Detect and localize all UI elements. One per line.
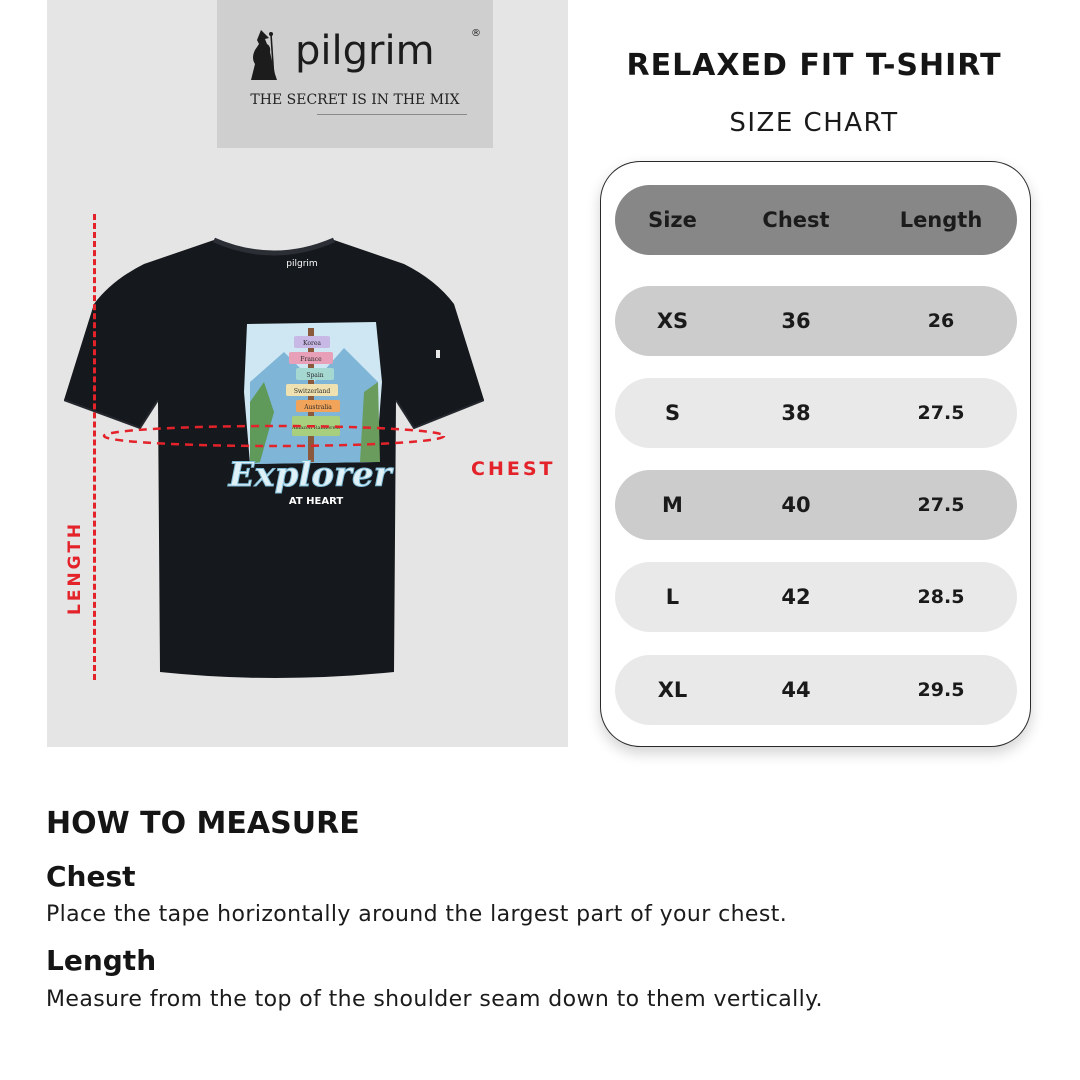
length-cell: 28.5 — [917, 586, 965, 608]
chest-instruction-text: Place the tape horizontally around the largest part of your chest. — [46, 902, 788, 927]
chest-label: CHEST — [471, 458, 556, 480]
page-title: RELAXED FIT T-SHIRT — [626, 48, 1002, 83]
pilgrim-logo-icon — [247, 28, 281, 82]
size-cell: L — [665, 585, 680, 609]
sign-amazon: Amazon Rainforest — [291, 425, 341, 431]
table-row — [615, 470, 1017, 540]
sign-switzerland: Switzerland — [293, 388, 331, 395]
sign-australia: Australia — [304, 404, 332, 411]
length-cell: 27.5 — [917, 494, 965, 516]
print-sub-text: AT HEART — [288, 496, 344, 507]
size-cell: M — [662, 493, 683, 517]
chest-instruction-heading: Chest — [46, 860, 136, 893]
size-cell: S — [664, 401, 681, 425]
sleeve-tag — [436, 350, 440, 358]
how-to-measure-heading: HOW TO MEASURE — [46, 806, 360, 841]
column-header-size: Size — [648, 208, 697, 232]
chest-cell: 36 — [781, 309, 811, 333]
chest-cell: 42 — [781, 585, 811, 609]
chest-cell: 44 — [781, 678, 811, 702]
brand-tagline: THE SECRET IS IN THE MIX — [250, 92, 460, 108]
column-header-chest: Chest — [762, 208, 830, 232]
tshirt-illustration — [64, 232, 484, 678]
chest-cell: 38 — [781, 401, 811, 425]
registered-mark: ® — [471, 28, 481, 39]
brand-logo-box — [217, 0, 493, 148]
length-instruction-heading: Length — [46, 944, 157, 977]
print-script-text: Explorer — [228, 455, 392, 495]
size-chart-table — [600, 161, 1031, 747]
table-row — [615, 655, 1017, 725]
column-header-length: Length — [899, 208, 983, 232]
size-cell: XL — [657, 678, 688, 702]
size-cell: XS — [656, 309, 689, 333]
table-row — [615, 378, 1017, 448]
tshirt-neck-label: pilgrim — [286, 259, 318, 269]
sign-spain: Spain — [306, 372, 324, 379]
page-subtitle: SIZE CHART — [729, 108, 899, 138]
table-header-row — [615, 185, 1017, 255]
sign-france: France — [300, 356, 322, 363]
length-cell: 29.5 — [917, 679, 965, 701]
table-row — [615, 562, 1017, 632]
tagline-underline — [317, 114, 467, 115]
length-label: LENGTH — [65, 520, 85, 615]
brand-name: pilgrim — [295, 28, 435, 74]
chest-cell: 40 — [781, 493, 811, 517]
length-cell: 27.5 — [917, 402, 965, 424]
length-measure-line — [93, 214, 96, 680]
length-cell: 26 — [927, 310, 955, 332]
length-instruction-text: Measure from the top of the shoulder seam down to them vertically. — [46, 987, 823, 1012]
table-row — [615, 286, 1017, 356]
sign-korea: Korea — [303, 340, 321, 347]
tshirt-print — [227, 322, 393, 507]
